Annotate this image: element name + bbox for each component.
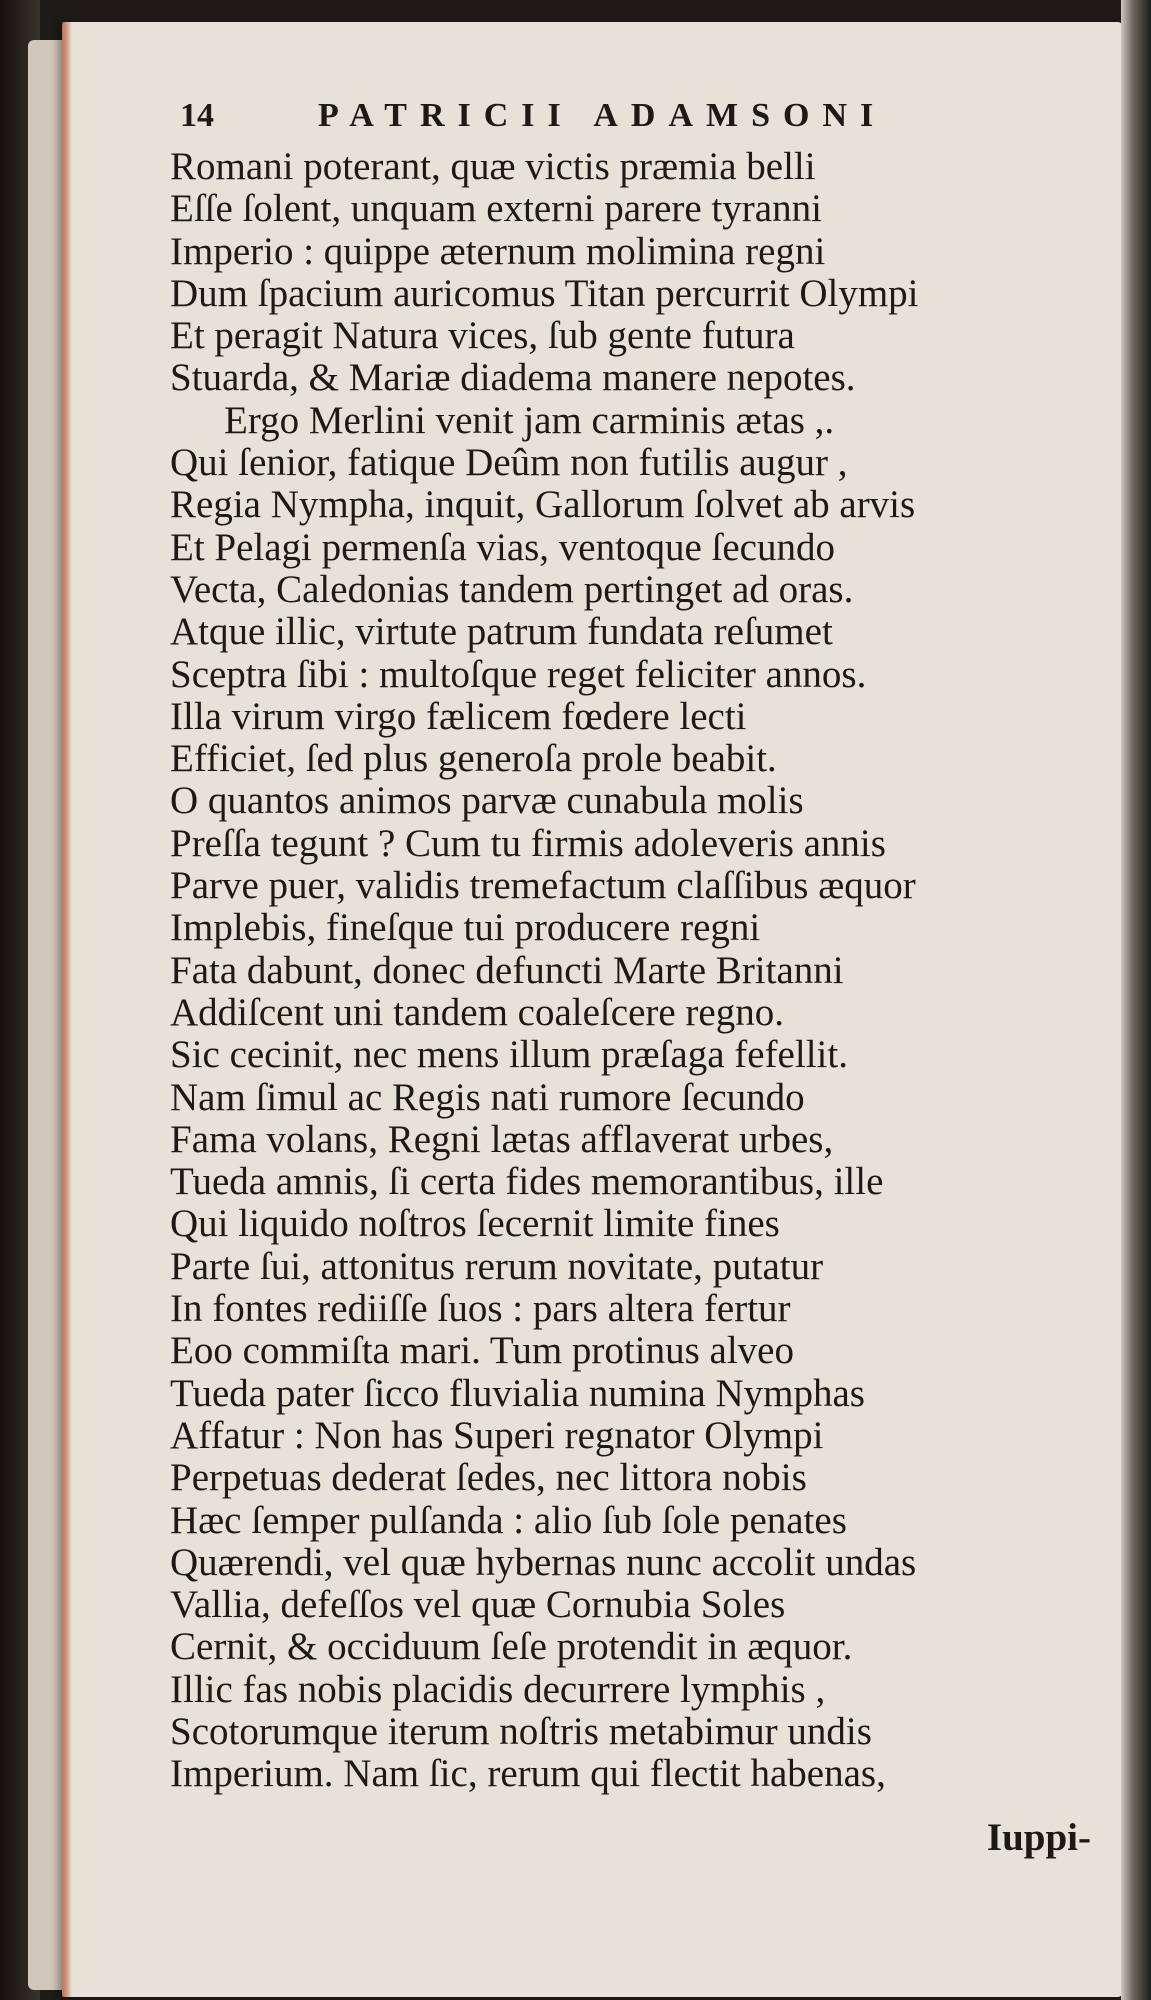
verse-line: Implebis, fineſque tui producere regni — [170, 906, 761, 950]
verse-line: Et peragit Natura vices, ſub gente futura — [170, 314, 795, 358]
verse-text — [170, 146, 1090, 1796]
verse-line: Sceptra ſibi : multoſque reget feliciter annos. — [170, 652, 867, 696]
verse-line: Atque illic, virtute patrum fundata reſumet — [170, 610, 833, 654]
verse-line: Vallia, defeſſos vel quæ Cornubia Soles — [170, 1583, 786, 1627]
verse-line: Scotorumque iterum noſtris metabimur undis — [170, 1709, 872, 1753]
verse-line: Romani poterant, quæ victis præmia belli — [170, 145, 816, 188]
verse-line: Parte ſui, attonitus rerum novitate, putatur — [170, 1244, 824, 1288]
verse-line: Imperium. Nam ſic, rerum qui flectit habenas, — [170, 1752, 886, 1796]
verse-line: Vecta, Caledonias tandem pertinget ad oras. — [170, 567, 854, 611]
verse-line: Affatur : Non has Superi regnator Olympi — [170, 1413, 824, 1457]
catchword: Iuppi- — [986, 1816, 1091, 1859]
verse-line: Perpetuas dederat ſedes, nec littora nobis — [170, 1456, 807, 1500]
verse-line: Nam ſimul ac Regis nati rumore ſecundo — [170, 1075, 805, 1119]
verse-line: Tueda amnis, ſi certa fides memorantibus, ille — [170, 1160, 884, 1204]
verse-line: Sic cecinit, nec mens illum præſaga fefellit. — [170, 1033, 848, 1077]
verse-line: Illic fas nobis placidis decurrere lymphis , — [170, 1667, 826, 1711]
verse-line: Fata dabunt, donec defuncti Marte Britanni — [170, 948, 844, 992]
verse-line: Imperio : quippe æternum molimina regni — [170, 229, 826, 273]
page-header — [180, 96, 960, 144]
verse-line: Dum ſpacium auricomus Titan percurrit Olympi — [170, 271, 919, 315]
verse-line: Efficiet, ſed plus generoſa prole beabit. — [170, 737, 777, 781]
stained-page-edge — [62, 22, 72, 1997]
verse-line: Parve puer, validis tremefactum claſſibus æquor — [170, 864, 916, 908]
verse-line: Qui ſenior, fatique Deûm non futilis augur , — [170, 441, 848, 485]
verse-line: Tueda pater ſicco fluvialia numina Nymphas — [170, 1371, 865, 1415]
verse-line: O quantos animos parvæ cunabula molis — [170, 779, 804, 823]
running-title: PATRICII ADAMSONI — [318, 97, 887, 134]
verse-line: Quærendi, vel quæ hybernas nunc accolit undas — [170, 1540, 917, 1584]
verse-line: Regia Nympha, inquit, Gallorum ſolvet ab arvis — [170, 483, 916, 527]
right-page-edge — [1121, 0, 1151, 2000]
verse-line: Hæc ſemper pulſanda : alio ſub ſole penates — [170, 1498, 847, 1542]
verse-line: Addiſcent uni tandem coaleſcere regno. — [170, 990, 784, 1034]
verse-line: Eoo commiſta mari. Tum protinus alveo — [170, 1329, 794, 1373]
verse-line-indented: Ergo Merlini venit jam carminis ætas ,. — [224, 398, 835, 442]
verse-line: Preſſa tegunt ? Cum tu firmis adoleveris annis — [170, 821, 886, 865]
verse-line: Cernit, & occiduum ſeſe protendit in æquor. — [170, 1625, 853, 1669]
verse-line: Stuarda, & Mariæ diadema manere nepotes. — [170, 356, 856, 400]
page-number: 14 — [180, 97, 214, 134]
verse-line: Qui liquido noſtros ſecernit limite fines — [170, 1202, 780, 1246]
verse-line: Fama volans, Regni lætas afflaverat urbes, — [170, 1117, 834, 1161]
verse-line: Eſſe ſolent, unquam externi parere tyranni — [170, 187, 822, 231]
verse-line: Et Pelagi permenſa vias, ventoque ſecundo — [170, 525, 835, 569]
verse-line: In fontes rediiſſe ſuos : pars altera fertur — [170, 1287, 791, 1331]
verse-line: Illa virum virgo fælicem fœdere lecti — [170, 694, 747, 738]
